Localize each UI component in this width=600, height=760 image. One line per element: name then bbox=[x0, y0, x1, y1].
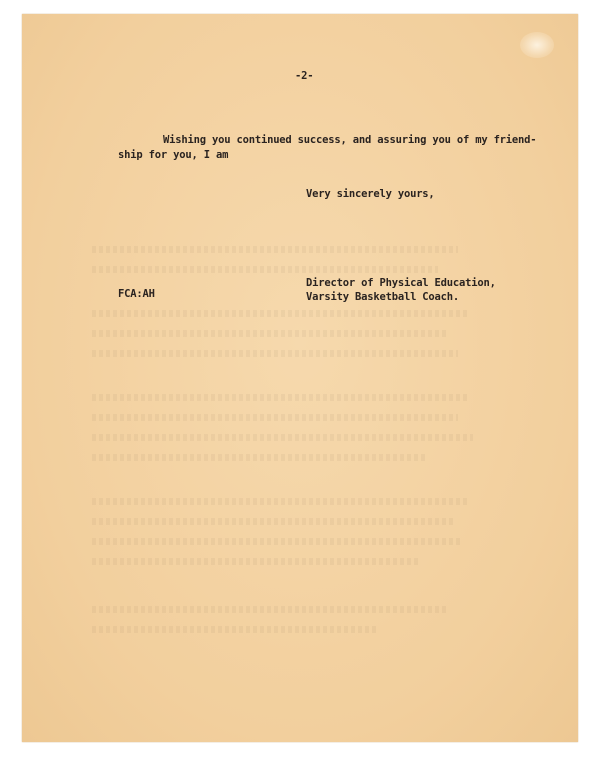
bleed-through-line bbox=[92, 266, 438, 273]
page-number: -2- bbox=[295, 70, 314, 82]
letter-sheet bbox=[22, 14, 578, 742]
bleed-through-line bbox=[92, 330, 448, 337]
body-text-line-1: Wishing you continued success, and assuring you of my friend- bbox=[163, 134, 537, 146]
signature-title-line-1: Director of Physical Education, bbox=[306, 277, 496, 289]
signature-title-line-2: Varsity Basketball Coach. bbox=[306, 291, 460, 303]
bleed-through-line bbox=[92, 454, 428, 461]
bleed-through-line bbox=[92, 558, 418, 565]
bleed-through-line bbox=[92, 518, 453, 525]
bleed-through-line bbox=[92, 434, 473, 441]
bleed-through-line bbox=[92, 414, 458, 421]
bleed-through-line bbox=[92, 394, 468, 401]
bleed-through-line bbox=[92, 350, 458, 357]
bleed-through-line bbox=[92, 498, 468, 505]
complimentary-closing: Very sincerely yours, bbox=[306, 188, 435, 200]
bleed-through-line bbox=[92, 310, 468, 317]
bleed-through-line bbox=[92, 538, 463, 545]
bleed-through-line bbox=[92, 246, 458, 253]
bleed-through-line bbox=[92, 626, 378, 633]
reference-initials: FCA:AH bbox=[118, 288, 155, 300]
paper-stain bbox=[520, 32, 554, 58]
body-text-line-2: ship for you, I am bbox=[118, 149, 229, 161]
bleed-through-line bbox=[92, 606, 448, 613]
